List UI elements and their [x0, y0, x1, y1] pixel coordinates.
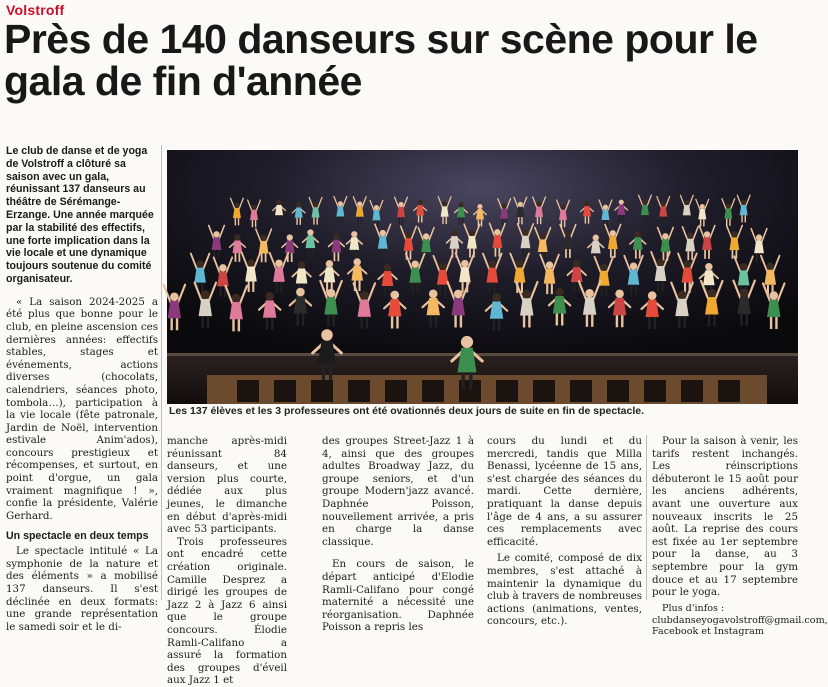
body-paragraph-season-cont: cours du lundi et du mercredi, tandis que Milla Benassi, lycéenne de 15 ans, s'est chargée des séances du mardi. Cette dernière, pratiquant la danse depuis l'âge de 4 ans, a su assurer ces remplacements avec efficacité.: [487, 435, 642, 548]
orchestra-pit-panel: [348, 380, 370, 402]
article-headline: Près de 140 danseurs sur scène pour le gala de fin d'année: [4, 16, 758, 104]
body-paragraph-season: En cours de saison, le départ anticipé d'Elodie Ramli-Califano pour congé maternité a nécessité une réorganisation. Daphnée Poisson a repris les: [322, 558, 474, 634]
orchestra-pit-panel: [274, 380, 296, 402]
body-paragraph-committee: Le comité, composé de dix membres, s'est attaché à maintenir la dynamique du club à travers de nombreuses actions (animations, ventes, concours, etc.).: [487, 552, 643, 628]
body-paragraph-next-season: Pour la saison à venir, les tarifs restent inchangés. Les réinscriptions débuteront le 15 août pour les anciens adhérents, avant une ouverture aux nouveaux inscrits le 25 août. La reprise des cours est fixée au 1er septembre pour la danse, au 3 septembre pour la gym douce et au 17 septembre pour le yoga.: [652, 435, 798, 599]
column-3: [322, 435, 474, 634]
orchestra-pit-panel: [422, 380, 444, 402]
orchestra-pit-panel: [681, 380, 703, 402]
body-paragraph-quote: « La saison 2024-2025 a été plus que bonne pour le club, en pleine ascension ces dernières années: effectifs stables, stages et événements, actions diverses (chocolats, calendriers, séances photo, tombola…), participation à la vie locale (fête patronale, Jardin de Noël, intervention estivale Anim'ados), concours prestigieux et récompenses, et surtout, en point d'orgue, un gala vraiment magnifique ! », confie la présidente, Valérie Gerhard.: [6, 295, 158, 522]
orchestra-pit-panel: [237, 380, 259, 402]
orchestra-pit-panel: [311, 380, 333, 402]
section-subhead: Un spectacle en deux temps: [6, 530, 149, 543]
column-divider: [161, 145, 162, 600]
body-paragraph-spectacle-cont: manche après-midi réunissant 84 danseurs, et une version plus courte, dédiée aux plus jeunes, le dimanche en début d'après-midi avec 53 participants.: [167, 435, 287, 536]
column-divider: [646, 435, 647, 600]
orchestra-pit-panel: [570, 380, 592, 402]
kicker-locality: Volstroff: [6, 2, 65, 18]
photo-caption: Les 137 élèves et les 3 professeures ont été ovationnés deux jours de suite en fin de spectacle.: [169, 405, 645, 417]
contact-info: Plus d'infos : clubdanseyogavolstroff@gmail.com, Facebook et Instagram: [652, 602, 828, 638]
orchestra-pit-panel: [385, 380, 407, 402]
gala-photo: [167, 150, 798, 404]
orchestra-pit-panel: [644, 380, 666, 402]
orchestra-pit-panel: [533, 380, 555, 402]
body-paragraph-spectacle: Le spectacle intitulé « La symphonie de la nature et des éléments » a mobilisé 137 danseurs. Il s'est déclinée en deux formats: une grande représentation le samedi soir et le di-: [6, 545, 158, 633]
article-lead: Le club de danse et de yoga de Volstroff a clôturé sa saison avec un gala, réunissant 137 danseurs au théâtre de Sérémange-Erzange. Une année marquée par la stabilité des effectifs, une forte implication dans la vie locale et une dynamique toujours soutenue du comité organisateur.: [6, 145, 154, 285]
orchestra-pit-panel: [718, 380, 740, 402]
column-4: [487, 435, 643, 628]
body-paragraph-professors: Trois professeures ont encadré cette création originale. Camille Desprez a dirigé les groupes de Jazz 2 à Jazz 6 ainsi que le groupe concours. Élodie Ramli-Califano a assuré la formation des groupes d'éveil aux Jazz 1 et: [167, 535, 287, 687]
orchestra-pit-panel: [496, 380, 518, 402]
column-5: [652, 435, 828, 638]
body-paragraph-professors-cont: des groupes Street-Jazz 1 à 4, ainsi que des groupes adultes Broadway Jazz, du groupe seniors, et d'un groupe Modern'jazz avancé. Daphnée Poisson, nouvellement arrivée, a pris en charge la danse classique.: [322, 435, 474, 548]
orchestra-pit-panel: [607, 380, 629, 402]
column-2: [167, 435, 287, 687]
column-1: [6, 145, 158, 633]
